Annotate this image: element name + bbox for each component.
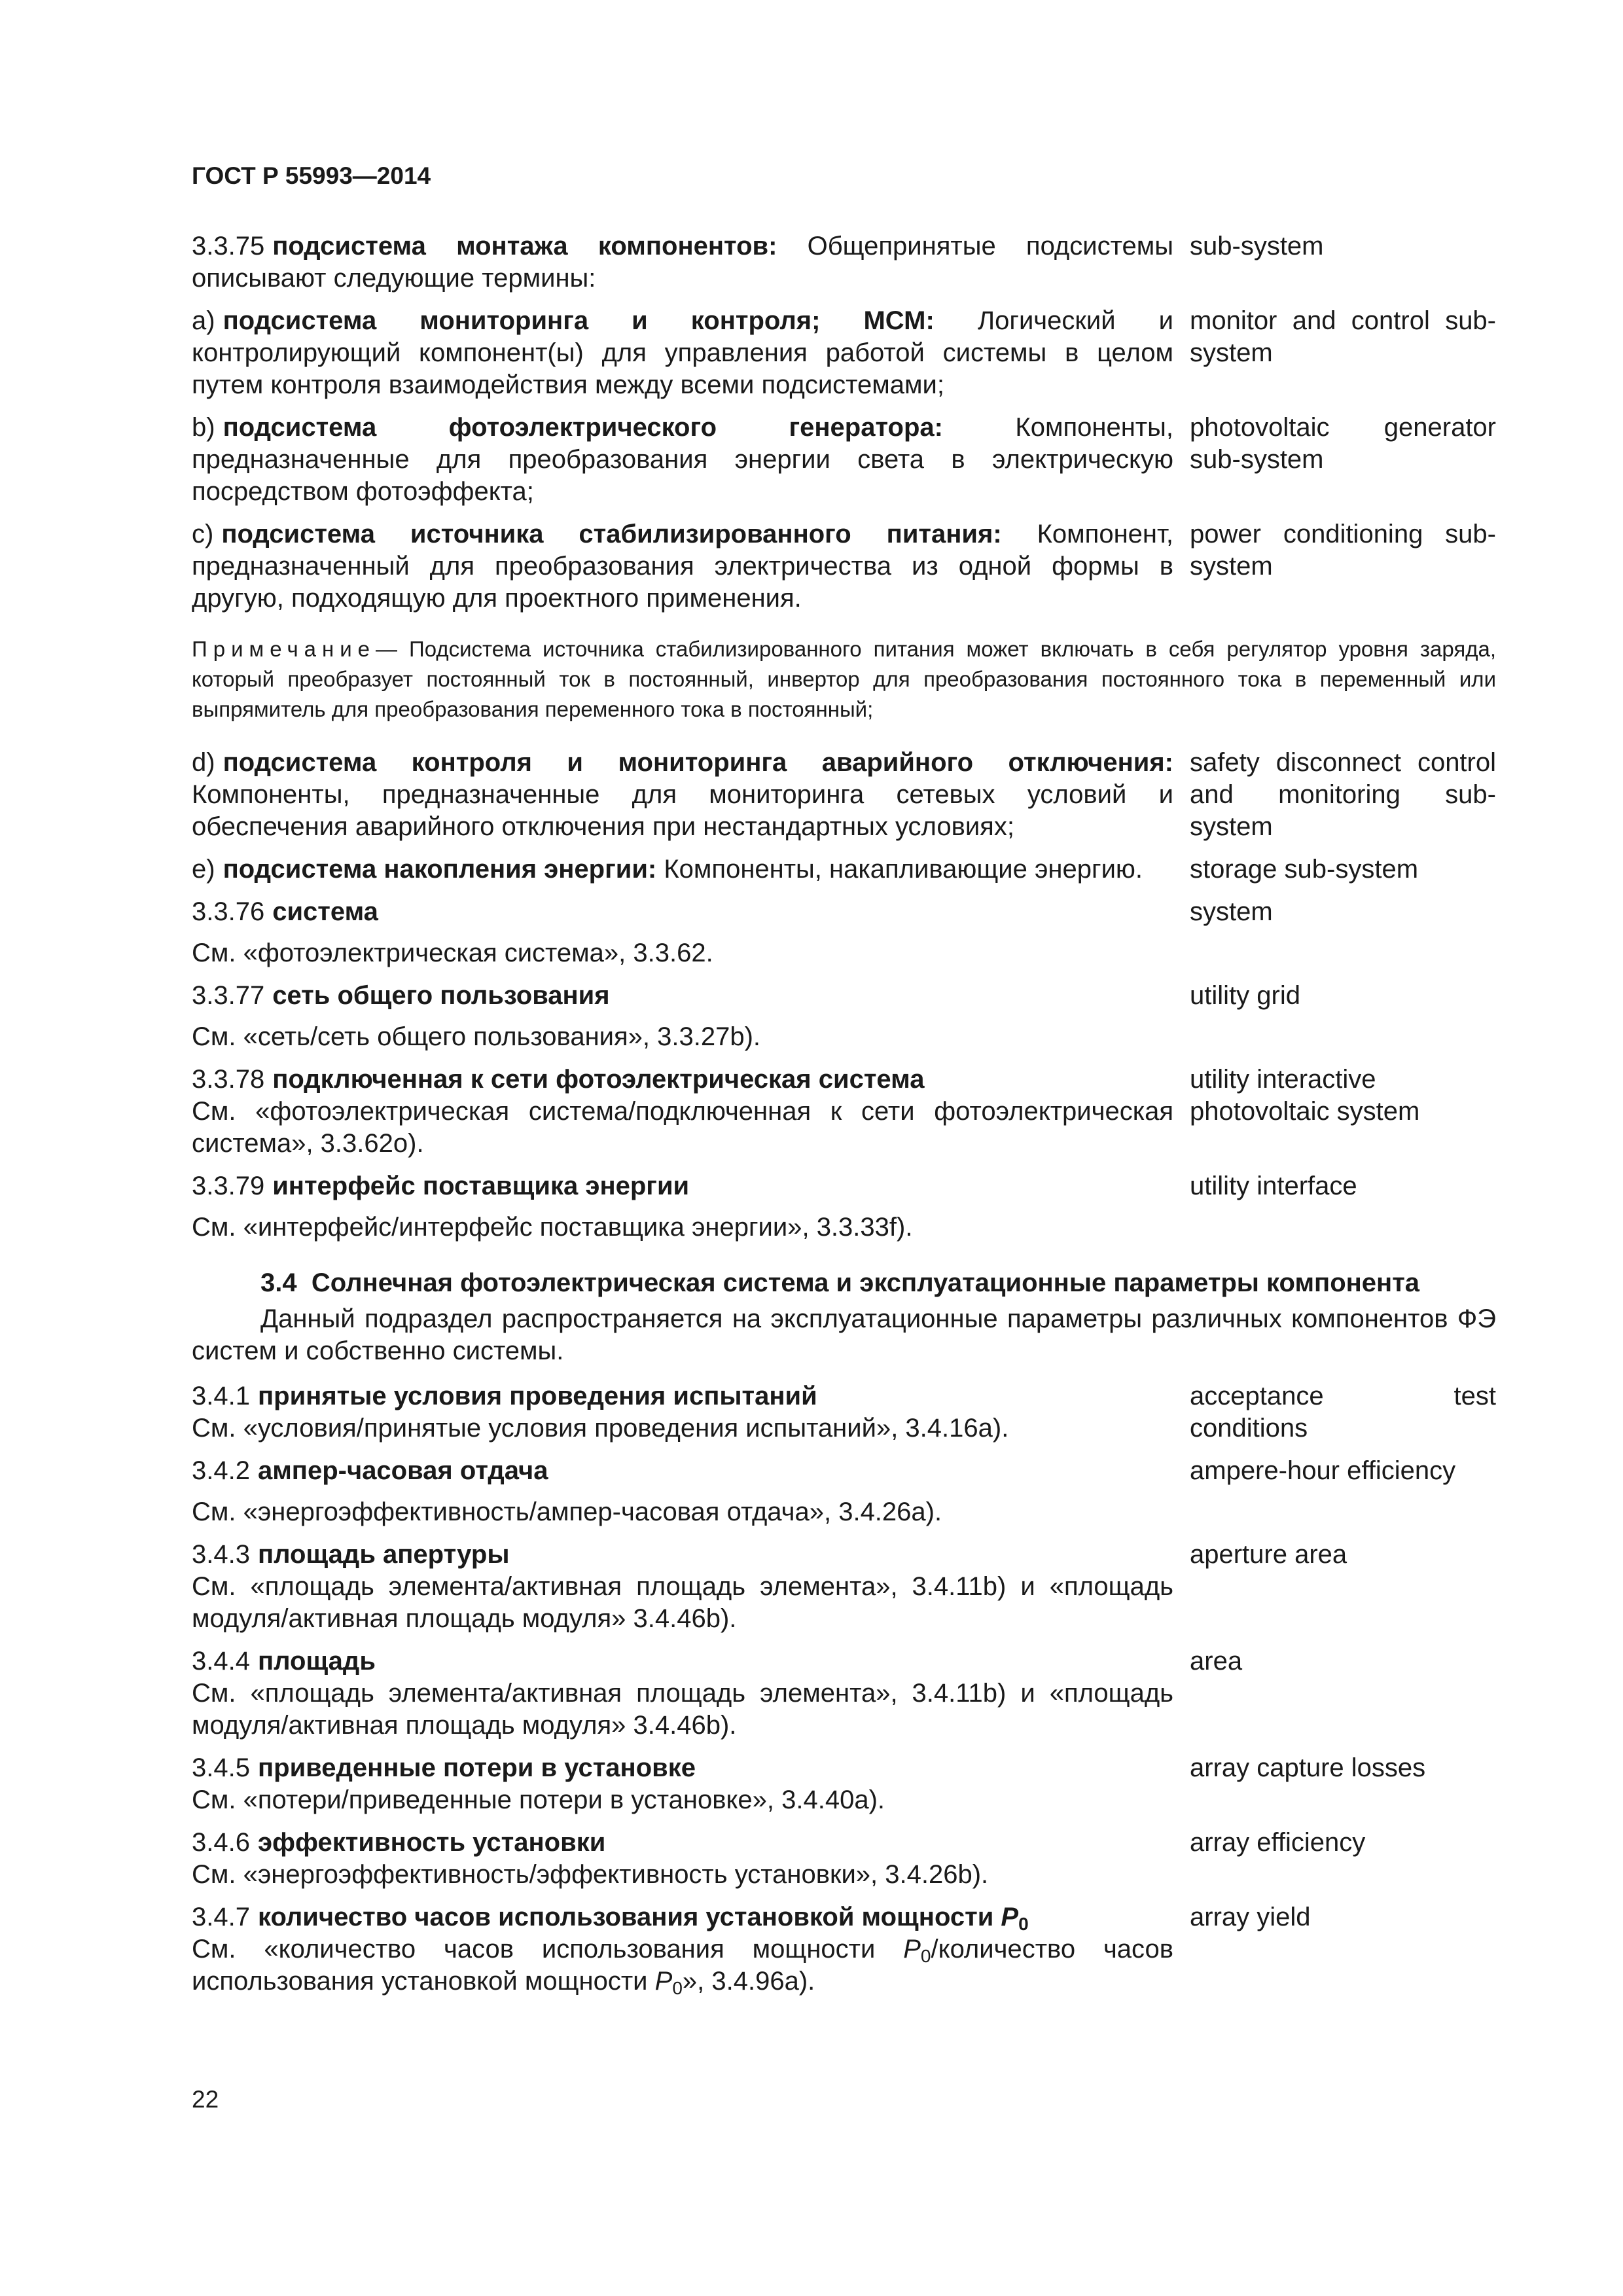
entry-number: 3.3.77 xyxy=(192,981,265,1010)
term-entry xyxy=(192,1455,1496,1528)
cross-reference: См. «фотоэлектрическая система/подключенная к сети фотоэлектрическая система», 3.3.62o). xyxy=(192,1097,1173,1158)
entry-number: d) xyxy=(192,748,215,777)
term-definition: Общепринятые подсистемы описывают следующие термины: xyxy=(192,232,1173,293)
term-name: приведенные потери в установке xyxy=(257,1753,696,1782)
term-name: подсистема мониторинга и контроля; МСМ: xyxy=(223,306,935,335)
term-name: площадь апертуры xyxy=(257,1540,510,1569)
term-entry xyxy=(192,1752,1496,1816)
english-equivalent: system xyxy=(1190,897,1273,926)
cross-reference-text: », 3.4.96a). xyxy=(682,1967,815,1996)
entry-number: c) xyxy=(192,520,214,548)
term-entry xyxy=(192,412,1496,508)
cross-reference: См. «энергоэффективность/эффективность установки», 3.4.26b). xyxy=(192,1860,989,1889)
english-equivalent: aperture area xyxy=(1190,1540,1347,1569)
english-equivalent: photovoltaic generator sub-system xyxy=(1190,413,1496,474)
symbol: P xyxy=(903,1935,921,1964)
english-equivalent: power conditioning sub-system xyxy=(1190,520,1496,581)
term-definition: Компоненты, накапливающие энергию. xyxy=(664,855,1143,884)
symbol-subscript: 0 xyxy=(1018,1914,1029,1934)
english-equivalent: array yield xyxy=(1190,1903,1311,1931)
entry-number: b) xyxy=(192,413,215,442)
cross-reference: См. «площадь элемента/активная площадь элемента», 3.4.11b) и «площадь модуля/активная площадь модуля» 3.4.46b). xyxy=(192,1572,1173,1633)
term-name: интерфейс поставщика энергии xyxy=(272,1172,690,1200)
term-entry xyxy=(192,747,1496,843)
cross-reference: См. «энергоэффективность/ампер-часовая отдача», 3.4.26a). xyxy=(192,1498,942,1526)
term-definition: Компоненты, предназначенные для мониторинга сетевых условий и обеспечения аварийного отключения при нестандартных условиях; xyxy=(192,780,1173,841)
cross-reference: См. «условия/принятые условия проведения испытаний», 3.4.16a). xyxy=(192,1414,1009,1443)
symbol-subscript: 0 xyxy=(672,1978,683,1998)
term-name: площадь xyxy=(257,1647,376,1676)
english-equivalent: ampere-hour efficiency xyxy=(1190,1456,1456,1485)
term-entry xyxy=(192,853,1496,886)
cross-reference: См. «потери/приведенные потери в установке», 3.4.40a). xyxy=(192,1785,885,1814)
term-entry xyxy=(192,980,1496,1053)
term-entry xyxy=(192,1645,1496,1742)
document-body xyxy=(192,230,1496,2008)
term-name: подсистема контроля и мониторинга аварийного отключения: xyxy=(223,748,1173,777)
term-name: сеть общего пользования xyxy=(272,981,610,1010)
entry-number: e) xyxy=(192,855,215,884)
english-equivalent: array efficiency xyxy=(1190,1828,1366,1857)
term-name: система xyxy=(272,897,378,926)
entry-number: 3.4.2 xyxy=(192,1456,250,1485)
entry-number: 3.4.6 xyxy=(192,1828,250,1857)
cross-reference-text: См. «количество часов использования мощности xyxy=(192,1935,876,1964)
cross-reference xyxy=(192,1933,1173,1998)
term-entry xyxy=(192,1170,1496,1244)
entry-number: 3.4.1 xyxy=(192,1382,250,1410)
entry-number: 3.4.4 xyxy=(192,1647,250,1676)
term-definition: Логический и контролирующий компонент(ы) для управления работой системы в целом путем контроля взаимодействия между всеми подсистемами; xyxy=(192,306,1173,399)
english-equivalent: monitor and control sub-system xyxy=(1190,306,1496,367)
term-entry xyxy=(192,896,1496,969)
term-entry xyxy=(192,1827,1496,1891)
section-intro: Данный подраздел распространяется на эксплуатационные параметры различных компонентов ФЭ систем и собственно системы. xyxy=(192,1304,1496,1365)
term-entry xyxy=(192,518,1496,615)
english-equivalent: array capture losses xyxy=(1190,1753,1426,1782)
entry-number: 3.3.78 xyxy=(192,1065,265,1094)
english-equivalent: area xyxy=(1190,1647,1243,1676)
english-equivalent: utility interactive photovoltaic system xyxy=(1190,1065,1420,1126)
english-equivalent: acceptance test conditions xyxy=(1190,1382,1496,1443)
term-name: количество часов использования установкой мощности xyxy=(257,1903,994,1931)
cross-reference: См. «сеть/сеть общего пользования», 3.3.27b). xyxy=(192,1022,761,1051)
term-name: принятые условия проведения испытаний xyxy=(257,1382,817,1410)
cross-reference: См. «интерфейс/интерфейс поставщика энергии», 3.3.33f). xyxy=(192,1213,913,1242)
entry-number: 3.3.79 xyxy=(192,1172,265,1200)
entry-number: 3.3.75 xyxy=(192,232,265,260)
term-name: ампер-часовая отдача xyxy=(257,1456,548,1485)
cross-reference: См. «фотоэлектрическая система», 3.3.62. xyxy=(192,939,713,967)
term-entry xyxy=(192,230,1496,295)
section-number: 3.4 xyxy=(260,1268,297,1297)
entry-number: 3.4.3 xyxy=(192,1540,250,1569)
term-name: подсистема накопления энергии: xyxy=(223,855,657,884)
term-name: подсистема источника стабилизированного питания: xyxy=(221,520,1002,548)
english-equivalent: utility interface xyxy=(1190,1172,1357,1200)
cross-reference: См. «площадь элемента/активная площадь элемента», 3.4.11b) и «площадь модуля/активная площадь модуля» 3.4.46b). xyxy=(192,1679,1173,1740)
term-entry xyxy=(192,1539,1496,1635)
page-number: 22 xyxy=(192,2086,219,2113)
entry-number: 3.4.7 xyxy=(192,1903,250,1931)
entry-number: 3.3.76 xyxy=(192,897,265,926)
note-label: Примечание xyxy=(192,637,376,661)
document-header: ГОСТ Р 55993—2014 xyxy=(192,162,431,189)
english-equivalent: safety disconnect control and monitoring sub-system xyxy=(1190,748,1496,841)
symbol-subscript: 0 xyxy=(920,1946,931,1966)
section-title: Солнечная фотоэлектрическая система и эксплуатационные параметры компонента xyxy=(311,1268,1420,1297)
term-name: подсистема монтажа компонентов: xyxy=(272,232,777,260)
note-text: — Подсистема источника стабилизированного питания может включать в себя регулятор уровня заряда, который преобразует постоянный ток в постоянный, инвертор для преобразования постоянного тока в переменный или выпрямитель для преобразования переменного тока в постоянный; xyxy=(192,637,1496,721)
symbol: P xyxy=(1001,1903,1019,1931)
term-entry xyxy=(192,305,1496,401)
english-equivalent: utility grid xyxy=(1190,981,1300,1010)
note xyxy=(192,634,1496,725)
term-name: подключенная к сети фотоэлектрическая система xyxy=(272,1065,925,1094)
term-entry xyxy=(192,1064,1496,1160)
term-name: подсистема фотоэлектрического генератора: xyxy=(223,413,943,442)
entry-number: а) xyxy=(192,306,215,335)
term-entry xyxy=(192,1380,1496,1444)
english-equivalent: sub-system xyxy=(1190,232,1324,260)
english-equivalent: storage sub-system xyxy=(1190,855,1419,884)
term-definition: Компонент, предназначенный для преобразования электричества из одной формы в другую, подходящую для проектного применения. xyxy=(192,520,1173,613)
symbol: P xyxy=(654,1967,673,1996)
section-heading xyxy=(192,1267,1496,1299)
entry-number: 3.4.5 xyxy=(192,1753,250,1782)
term-name: эффективность установки xyxy=(257,1828,606,1857)
term-entry xyxy=(192,1901,1496,1998)
term-definition: Компоненты, предназначенные для преобразования энергии света в электрическую посредством фотоэффекта; xyxy=(192,413,1173,506)
cross-reference-text: /количество часов использования установкой мощности xyxy=(192,1935,1173,1996)
